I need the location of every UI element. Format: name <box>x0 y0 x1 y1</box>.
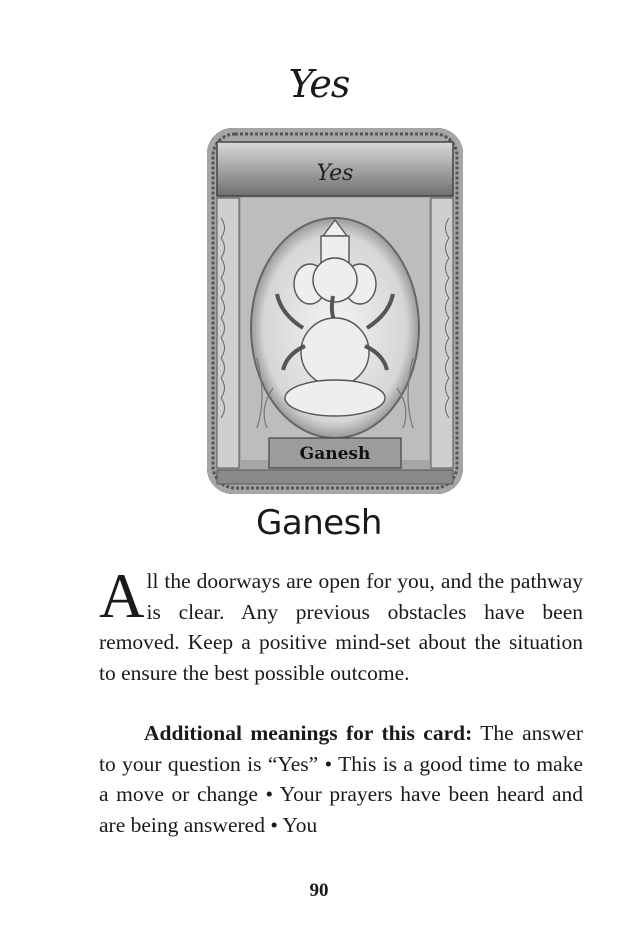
ganesh-card-illustration <box>207 128 463 494</box>
paragraph-2-heading: Additional meanings for this card: <box>144 721 473 745</box>
card-footer-label: Ganesh <box>299 444 371 464</box>
page-title: Yes <box>288 62 350 106</box>
page-number: 90 <box>309 880 329 901</box>
paragraph-1-text: ll the doorways are open for you, and the pathway is clear. Any previous obstacles have been removed. Keep a positive mind-set about the situation to ensure the best possible outcome. <box>99 569 583 685</box>
paragraph-2 <box>99 718 583 840</box>
card-header-label: Yes <box>316 161 354 186</box>
dropcap: A <box>99 561 145 631</box>
oracle-card <box>207 128 463 494</box>
paragraph-2-text: The answer to your question is “Yes” • This is a good time to make a move or change • Your prayers have been heard and are being answered • You <box>99 721 583 837</box>
card-name: Ganesh <box>256 503 382 543</box>
paragraph-1 <box>99 561 583 688</box>
